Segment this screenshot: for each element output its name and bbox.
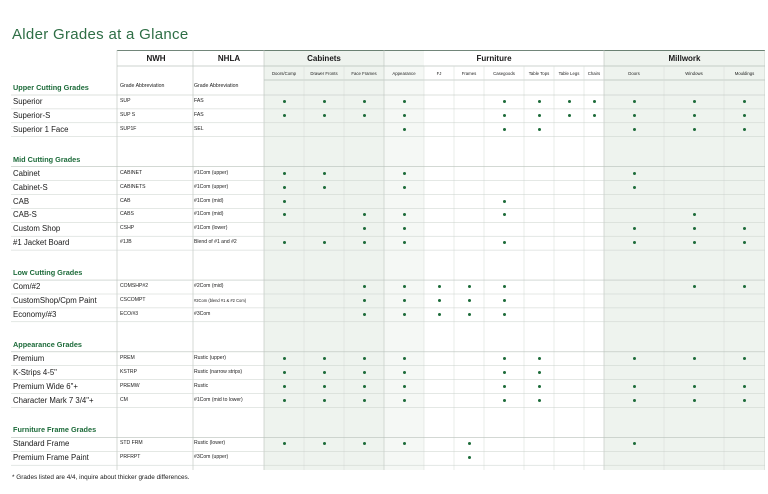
suitability-mark (633, 399, 636, 402)
suitability-mark (323, 172, 326, 175)
nwh-abbreviation: COMSHP#2 (120, 283, 149, 290)
suitability-mark (283, 172, 286, 175)
use-column-header: Appearance (392, 71, 416, 76)
table-row (11, 308, 765, 321)
use-column-header: Table Legs (558, 71, 580, 76)
nwh-abbreviation: PRFRPT (120, 454, 141, 461)
grade-name: Superior (13, 97, 43, 106)
grade-name: Superior-S (13, 110, 51, 120)
suitability-mark (363, 299, 366, 302)
suitability-mark (503, 100, 506, 103)
suitability-mark (403, 172, 406, 175)
suitability-mark (403, 442, 406, 445)
use-column-header: Frames (461, 71, 477, 76)
suitability-mark (323, 385, 326, 388)
suitability-mark (403, 213, 406, 216)
nwh-abbreviation: CSCOMPT (120, 297, 146, 303)
table-row (11, 294, 765, 307)
suitability-mark (403, 357, 406, 360)
suitability-mark (633, 172, 636, 175)
nhla-grade: Rustic (narrow strips) (194, 368, 243, 375)
suitability-mark (323, 114, 326, 117)
suitability-mark (503, 241, 506, 244)
table-row (11, 109, 765, 122)
table-row (11, 236, 765, 249)
suitability-mark (538, 399, 541, 402)
suitability-mark (363, 357, 366, 360)
nhla-grade: #1Com (lower) (194, 225, 228, 232)
suitability-mark (743, 114, 746, 117)
grade-name: Premium (13, 353, 45, 363)
suitability-mark (363, 385, 366, 388)
table-row (11, 437, 765, 450)
nwh-abbreviation: SUP (120, 98, 131, 104)
table-row (11, 380, 765, 393)
suitability-mark (363, 285, 366, 288)
suitability-mark (283, 442, 286, 445)
nwh-abbreviation: STD FRM (120, 440, 143, 447)
suitability-mark (693, 385, 696, 388)
suitability-mark (503, 299, 506, 302)
grade-name: Com/#2 (13, 282, 41, 292)
use-column-header: Casegoods (493, 71, 515, 76)
grade-name: Custom Shop (13, 224, 61, 234)
suitability-mark (503, 399, 506, 402)
nhla-grade: Rustic (upper) (194, 354, 226, 361)
nwh-abbreviation: CABINET (120, 169, 143, 176)
suitability-mark (363, 313, 366, 316)
nwh-abbreviation: CABINETS (120, 183, 146, 190)
suitability-mark (438, 299, 441, 302)
table-row (11, 451, 765, 464)
grade-name: Premium Frame Paint (13, 453, 89, 463)
suitability-mark (693, 285, 696, 288)
grade-name: Cabinet (13, 168, 40, 178)
suitability-mark (538, 357, 541, 360)
suitability-mark (503, 357, 506, 360)
table-row (11, 366, 765, 379)
table-row (11, 394, 765, 407)
suitability-mark (403, 399, 406, 402)
suitability-mark (568, 100, 571, 103)
table-row (11, 352, 765, 365)
use-column-header: FJ (436, 71, 442, 76)
suitability-mark (323, 357, 326, 360)
suitability-mark (323, 100, 326, 103)
suitability-mark (403, 313, 406, 316)
nhla-header: NHLA (217, 54, 241, 63)
nhla-grade: #3Com (upper) (194, 454, 229, 461)
use-column-header: Mouldings (734, 71, 755, 76)
suitability-mark (538, 128, 541, 131)
suitability-mark (503, 128, 506, 131)
suitability-mark (503, 385, 506, 388)
nhla-grade: #1Com (upper) (194, 169, 229, 176)
suitability-mark (363, 114, 366, 117)
nwh-header: NWH (146, 54, 166, 63)
suitability-mark (403, 241, 406, 244)
table-row (11, 280, 765, 293)
grade-name: #1 Jacket Board (13, 238, 70, 248)
table-row (11, 95, 765, 108)
suitability-mark (633, 241, 636, 244)
cabinets-header: Cabinets (307, 54, 341, 63)
nwh-abbreviation: PREMW (120, 382, 140, 389)
millwork-header: Millwork (668, 54, 701, 63)
suitability-mark (503, 213, 506, 216)
grade-name: Economy/#3 (13, 309, 57, 319)
grade-name: Standard Frame (13, 439, 70, 449)
suitability-mark (633, 128, 636, 131)
suitability-mark (538, 371, 541, 374)
nhla-grade: #2Com (blend #1 & #2 Com) (194, 298, 247, 303)
suitability-mark (363, 241, 366, 244)
grade-name: K-Strips 4-5" (13, 367, 57, 377)
nhla-grade: FAS (194, 111, 204, 118)
suitability-mark (538, 385, 541, 388)
use-column-header: Windows (685, 71, 703, 76)
suitability-mark (283, 100, 286, 103)
suitability-mark (283, 241, 286, 244)
nwh-abbreviation: SUP1F (120, 125, 137, 132)
suitability-mark (593, 114, 596, 117)
grade-name: Cabinet-S (13, 182, 48, 192)
suitability-mark (503, 200, 506, 203)
section-heading: Low Cutting Grades (13, 268, 83, 278)
suitability-mark (323, 186, 326, 189)
suitability-mark (693, 241, 696, 244)
use-column-header: Table Tops (528, 71, 550, 76)
nwh-abbreviation: #1JB (120, 239, 132, 246)
suitability-mark (363, 442, 366, 445)
suitability-mark (503, 285, 506, 288)
table-row (11, 123, 765, 136)
suitability-mark (323, 399, 326, 402)
suitability-mark (503, 313, 506, 316)
page-title: Alder Grades at a Glance (12, 26, 189, 43)
suitability-mark (438, 313, 441, 316)
nhla-grade: SEL (194, 125, 204, 132)
section-heading: Furniture Frame Grades (13, 425, 97, 435)
suitability-mark (468, 456, 471, 459)
nhla-grade: #1Com (mid) (194, 197, 224, 204)
footnote: * Grades listed are 4/4, inquire about thicker grade differences. (12, 474, 190, 481)
suitability-mark (693, 399, 696, 402)
nhla-abbr-label: Grade Abbreviation (194, 83, 239, 89)
grade-name: Superior 1 Face (13, 124, 69, 134)
suitability-mark (743, 227, 746, 230)
suitability-mark (633, 227, 636, 230)
suitability-mark (363, 227, 366, 230)
grade-name: Character Mark 7 3/4"+ (13, 395, 94, 405)
nwh-abbreviation: ECO/#3 (120, 310, 139, 317)
suitability-mark (363, 399, 366, 402)
suitability-mark (503, 114, 506, 117)
suitability-mark (363, 100, 366, 103)
grade-name: CustomShop/Cpm Paint (13, 296, 97, 305)
nhla-grade: #2Com (mid) (194, 283, 224, 290)
suitability-mark (283, 213, 286, 216)
suitability-mark (568, 114, 571, 117)
nwh-abbreviation: CABS (120, 211, 134, 218)
nwh-abbreviation: CSHP (120, 225, 135, 232)
suitability-mark (743, 399, 746, 402)
suitability-mark (403, 299, 406, 302)
suitability-mark (633, 442, 636, 445)
nhla-grade: FAS (194, 98, 204, 104)
nwh-abbreviation: PREM (120, 354, 135, 361)
suitability-mark (693, 100, 696, 103)
use-column-header: Drawer Fronts (310, 71, 338, 76)
table-row (11, 167, 765, 180)
nwh-abbreviation: CAB (120, 197, 131, 204)
suitability-mark (403, 227, 406, 230)
furniture-header: Furniture (476, 54, 512, 63)
suitability-mark (283, 385, 286, 388)
suitability-mark (363, 371, 366, 374)
suitability-mark (403, 371, 406, 374)
suitability-mark (633, 357, 636, 360)
table-row (11, 195, 765, 208)
nhla-grade: Rustic (194, 382, 209, 389)
suitability-mark (693, 128, 696, 131)
grade-table (11, 50, 765, 470)
suitability-mark (323, 371, 326, 374)
nwh-abbreviation: SUP S (120, 111, 136, 118)
suitability-mark (283, 186, 286, 189)
suitability-mark (538, 100, 541, 103)
section-heading: Mid Cutting Grades (13, 154, 81, 164)
suitability-mark (593, 100, 596, 103)
suitability-mark (743, 241, 746, 244)
nhla-grade: #1Com (upper) (194, 183, 229, 190)
suitability-mark (538, 114, 541, 117)
suitability-mark (323, 442, 326, 445)
section-heading: Upper Cutting Grades (13, 83, 89, 92)
suitability-mark (693, 213, 696, 216)
suitability-mark (693, 357, 696, 360)
suitability-mark (633, 385, 636, 388)
suitability-mark (403, 100, 406, 103)
suitability-mark (283, 399, 286, 402)
suitability-mark (403, 285, 406, 288)
grade-name: Premium Wide 6"+ (13, 381, 78, 391)
nhla-grade: Blend of #1 and #2 (194, 239, 237, 246)
suitability-mark (323, 241, 326, 244)
suitability-mark (743, 285, 746, 288)
use-column-header: Doors (628, 71, 640, 76)
section-heading: Appearance Grades (13, 339, 82, 349)
use-column-header: Chairs (587, 71, 601, 76)
suitability-mark (438, 285, 441, 288)
suitability-mark (693, 114, 696, 117)
suitability-mark (403, 186, 406, 189)
suitability-mark (468, 285, 471, 288)
table-row (11, 222, 765, 235)
table-row (11, 208, 765, 221)
suitability-mark (283, 371, 286, 374)
suitability-mark (633, 100, 636, 103)
nhla-grade: Rustic (lower) (194, 440, 226, 447)
nhla-grade: #1Com (mid to lower) (194, 396, 243, 403)
suitability-mark (503, 371, 506, 374)
suitability-mark (363, 213, 366, 216)
table-row (11, 181, 765, 194)
suitability-mark (633, 186, 636, 189)
nhla-grade: #1Com (mid) (194, 211, 224, 218)
suitability-mark (283, 114, 286, 117)
suitability-mark (693, 227, 696, 230)
suitability-mark (403, 114, 406, 117)
grade-name: CAB-S (13, 210, 37, 220)
suitability-mark (468, 313, 471, 316)
grade-name: CAB (13, 196, 30, 206)
nwh-abbreviation: KSTRP (120, 368, 137, 375)
suitability-mark (403, 128, 406, 131)
suitability-mark (283, 357, 286, 360)
use-column-header: Face Frames (351, 71, 377, 76)
suitability-mark (743, 385, 746, 388)
suitability-mark (743, 100, 746, 103)
suitability-mark (633, 114, 636, 117)
suitability-mark (468, 442, 471, 445)
use-column-header: Doors/Comp (271, 71, 297, 76)
nwh-abbreviation: CM (120, 396, 128, 403)
nwh-abbr-label: Grade Abbreviation (120, 83, 165, 89)
suitability-mark (403, 385, 406, 388)
suitability-mark (283, 200, 286, 203)
suitability-mark (743, 128, 746, 131)
suitability-mark (743, 357, 746, 360)
suitability-mark (468, 299, 471, 302)
nhla-grade: #3Com (194, 310, 211, 317)
